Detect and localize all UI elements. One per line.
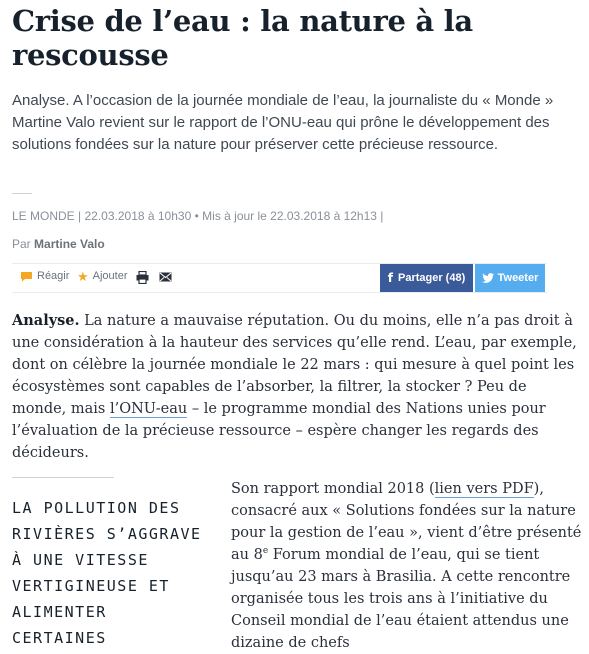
comment-icon [20,271,33,282]
paragraph-text: Son rapport mondial 2018 ( [231,481,435,497]
twitter-tweet-button[interactable] [475,264,545,292]
article-toolbar [12,263,547,293]
divider [12,193,32,194]
article-paragraph [12,310,584,464]
published-date: 22.03.2018 à 10h30 [84,209,192,223]
react-label: Réagir [37,270,70,282]
paragraph-lead: Analyse. [12,312,80,329]
onu-eau-link[interactable]: l’ONU-eau [109,401,188,417]
article-lede: Analyse. A l’occasion de la journée mondiale de l’eau, la journaliste du « Monde » Martine Valo revient sur le rapport de l’ONU-eau qui prône le développement des solutions fondées sur la nature pour préserver cette précieuse ressource. [12,92,554,153]
ordinal-suffix: e [262,546,269,557]
source-label[interactable]: LE MONDE [12,209,75,223]
paragraph-text: – le programme mondial des Nations unies pour l’évaluation de la précieuse ressource – espère changer les regards des décideurs. [12,401,546,461]
article-title: Crise de l’eau : la nature à la rescousse [12,4,473,72]
share-label: Partager (48) [397,272,466,284]
article-meta: LE MONDE | 22.03.2018 à 10h30 • Mis à jour le 22.03.2018 à 12h13 | [12,209,384,223]
article-paragraph [231,478,583,654]
paragraph-text: ), consacré aux « Solutions fondées sur la nature pour la gestion de l’eau », vient d’être présenté au 8 [231,481,582,563]
byline [12,237,105,251]
facebook-icon: f [387,271,393,285]
print-icon[interactable] [136,271,149,284]
byline-prefix: Par [12,237,31,251]
twitter-icon [482,273,494,283]
pullquote: LA POLLUTION DES RIVIÈRES S’AGGRAVE À UNE VITESSE VERTIGINEUSE ET ALIMENTER CERTAINES [12,499,202,647]
tweet-label: Tweeter [497,272,539,284]
star-icon: ★ [77,268,89,284]
react-button[interactable] [20,270,69,282]
pullquote-divider [12,477,114,478]
paragraph-text: La nature a mauvaise réputation. Ou du moins, elle n’a pas droit à une considération à la hauteur des services qu’elle rend. L’eau, par exemple, dont on célèbre la journée mondiale le 22 mars : qui mesure à quel point les écosystèmes sont capables de l’absorber, la filtrer, la stocker ? Peu de monde, mais [12,313,577,417]
facebook-share-button[interactable] [380,264,473,292]
mail-icon[interactable] [159,271,172,283]
paragraph-text: Forum mondial de l’eau, qui se tient jusqu’au 23 mars à Brasilia. A cette rencontre organisée tous les trois ans à l’initiative du Conseil mondial de l’eau étaient attendus une dizaine de chefs [231,547,571,651]
favorite-label: Ajouter [92,270,128,282]
add-favorite-button[interactable] [77,270,128,282]
updated-date: Mis à jour le 22.03.2018 à 12h13 [202,209,377,223]
author-link[interactable]: Martine Valo [34,237,105,251]
pdf-link[interactable]: lien vers PDF [434,481,534,497]
